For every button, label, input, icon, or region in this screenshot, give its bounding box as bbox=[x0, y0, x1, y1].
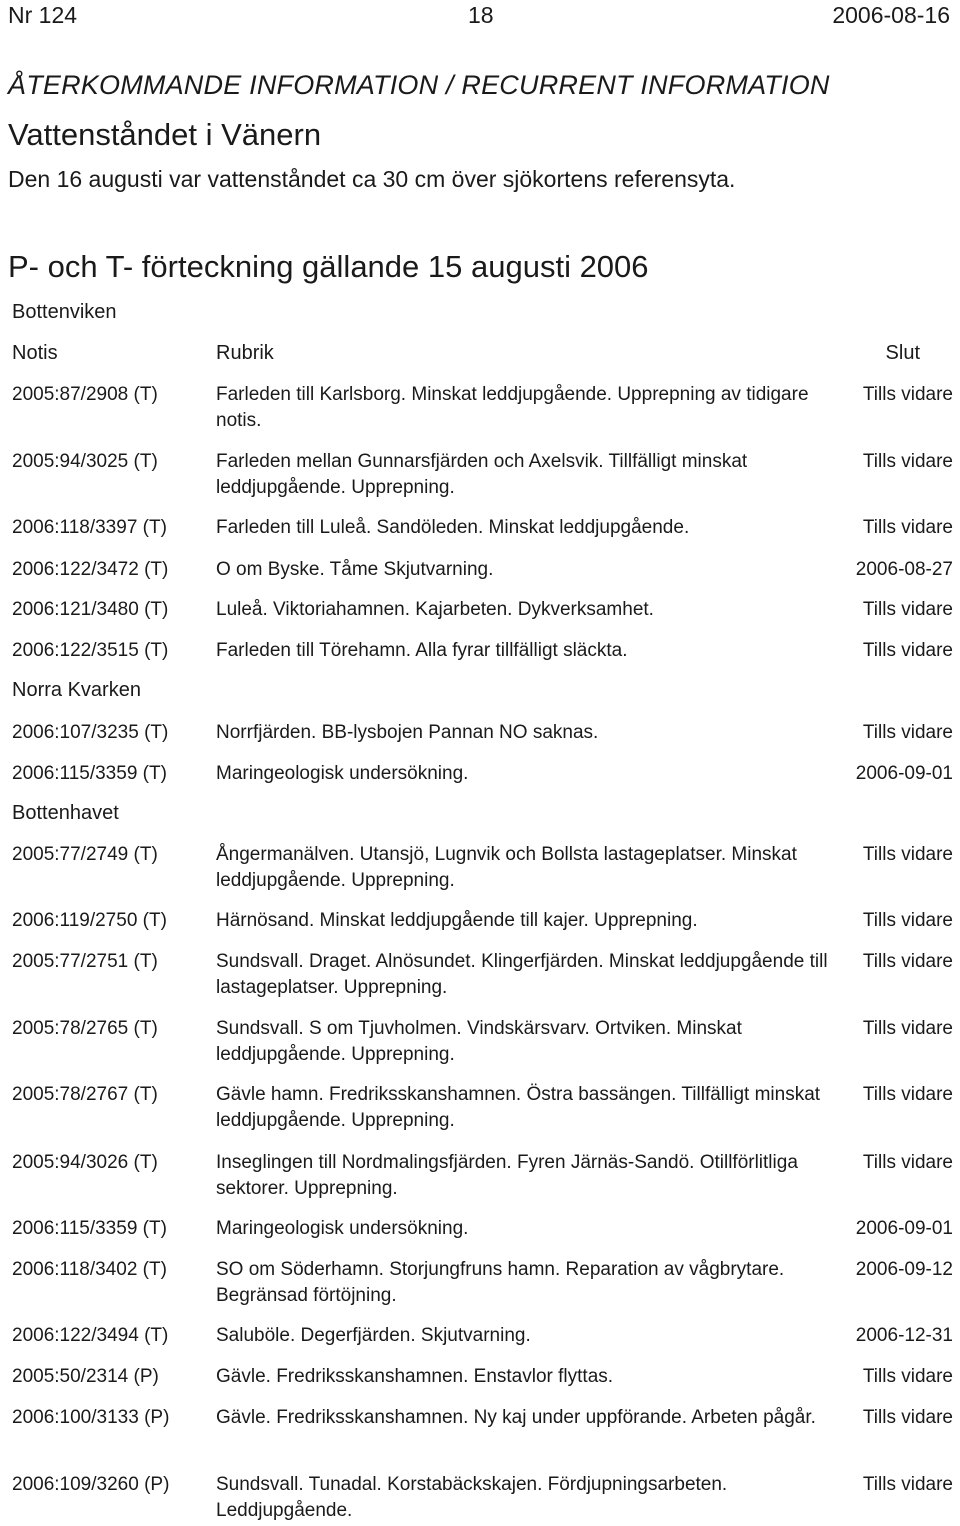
rubrik-text: Sundsvall. Tunadal. Korstabäckskajen. Fördjupningsarbeten. Leddjupgående. bbox=[216, 1474, 728, 1521]
slut-date: Tills vidare bbox=[862, 722, 953, 743]
notis-number: 2005:78/2765 (T) bbox=[12, 1018, 158, 1039]
rubrik-text: Farleden till Karlsborg. Minskat leddjupgående. Upprepning av tidigare notis. bbox=[216, 384, 809, 431]
notis-number: 2005:87/2908 (T) bbox=[12, 384, 158, 405]
rubrik-text: Farleden mellan Gunnarsfjärden och Axelsvik. Tillfälligt minskat leddjupgående. Upprepning. bbox=[216, 451, 748, 498]
slut-date: Tills vidare bbox=[862, 517, 953, 538]
page-number: 18 bbox=[468, 2, 494, 28]
slut-date: 2006-12-31 bbox=[855, 1325, 953, 1346]
rubrik-text: Sundsvall. Draget. Alnösundet. Klingerfjärden. Minskat leddjupgående till lastageplatser. Upprepning. bbox=[216, 951, 828, 998]
slut-date: Tills vidare bbox=[862, 910, 953, 931]
rubrik-text: Maringeologisk undersökning. bbox=[216, 1218, 469, 1239]
slut-date: Tills vidare bbox=[862, 640, 953, 661]
rubrik-text: Sundsvall. S om Tjuvholmen. Vindskärsvarv. Ortviken. Minskat leddjupgående. Upprepning. bbox=[216, 1018, 742, 1065]
issue-number: Nr 124 bbox=[8, 2, 78, 28]
slut-date: 2006-09-01 bbox=[855, 763, 953, 784]
section-heading: Bottenviken bbox=[12, 301, 117, 323]
rubrik-text: SO om Söderhamn. Storjungfruns hamn. Reparation av vågbrytare. Begränsad förtöjning. bbox=[216, 1259, 785, 1306]
rubrik-text: Ångermanälven. Utansjö, Lugnvik och Bollsta lastageplatser. Minskat leddjupgående. Upprepning. bbox=[216, 844, 797, 891]
rubrik-text: Farleden till Törehamn. Alla fyrar tillfälligt släckta. bbox=[216, 640, 628, 661]
notis-number: 2006:100/3133 (P) bbox=[12, 1407, 170, 1428]
section-heading: Bottenhavet bbox=[12, 802, 119, 824]
slut-date: 2006-09-12 bbox=[855, 1259, 953, 1280]
notis-number: 2006:119/2750 (T) bbox=[12, 910, 167, 931]
slut-date: Tills vidare bbox=[862, 1366, 953, 1387]
column-header-notis: Notis bbox=[12, 342, 58, 364]
notis-number: 2006:118/3402 (T) bbox=[12, 1259, 167, 1280]
column-header-slut: Slut bbox=[885, 342, 920, 364]
rubrik-text: Saluböle. Degerfjärden. Skjutvarning. bbox=[216, 1325, 531, 1346]
rubrik-text: Farleden till Luleå. Sandöleden. Minskat leddjupgående. bbox=[216, 517, 690, 538]
rubrik-text: O om Byske. Tåme Skjutvarning. bbox=[216, 559, 494, 580]
section-heading: Norra Kvarken bbox=[12, 679, 141, 701]
notis-number: 2006:122/3515 (T) bbox=[12, 640, 169, 661]
notis-number: 2006:122/3472 (T) bbox=[12, 559, 169, 580]
column-header-rubrik: Rubrik bbox=[216, 342, 274, 364]
rubrik-text: Luleå. Viktoriahamnen. Kajarbeten. Dykverksamhet. bbox=[216, 599, 654, 620]
notis-number: 2005:50/2314 (P) bbox=[12, 1366, 159, 1387]
notis-number: 2005:94/3026 (T) bbox=[12, 1152, 158, 1173]
notis-number: 2006:121/3480 (T) bbox=[12, 599, 169, 620]
slut-date: Tills vidare bbox=[862, 1084, 953, 1105]
slut-date: 2006-09-01 bbox=[855, 1218, 953, 1239]
rubrik-text: Gävle hamn. Fredriksskanshamnen. Östra bassängen. Tillfälligt minskat leddjupgående. Upprepning. bbox=[216, 1084, 821, 1131]
rubrik-text: Gävle. Fredriksskanshamnen. Ny kaj under uppförande. Arbeten pågår. bbox=[216, 1407, 816, 1428]
rubrik-text: Härnösand. Minskat leddjupgående till kajer. Upprepning. bbox=[216, 910, 698, 931]
issue-date: 2006-08-16 bbox=[832, 2, 950, 28]
notis-number: 2006:107/3235 (T) bbox=[12, 722, 169, 743]
notis-number: 2006:122/3494 (T) bbox=[12, 1325, 169, 1346]
slut-date: Tills vidare bbox=[862, 1018, 953, 1039]
slut-date: Tills vidare bbox=[862, 599, 953, 620]
rubrik-text: Norrfjärden. BB-lysbojen Pannan NO saknas. bbox=[216, 722, 599, 743]
lake-title: Vattenståndet i Vänern bbox=[8, 117, 322, 152]
page-header bbox=[0, 0, 960, 40]
list-title: P- och T- förteckning gällande 15 augusti 2006 bbox=[8, 249, 649, 284]
slut-date: Tills vidare bbox=[862, 844, 953, 865]
slut-date: 2006-08-27 bbox=[855, 559, 953, 580]
slut-date: Tills vidare bbox=[862, 1407, 953, 1428]
notis-number: 2006:109/3260 (P) bbox=[12, 1474, 170, 1495]
rubrik-text: Gävle. Fredriksskanshamnen. Enstavlor flyttas. bbox=[216, 1366, 614, 1387]
notis-number: 2006:115/3359 (T) bbox=[12, 763, 167, 784]
notis-number: 2005:77/2749 (T) bbox=[12, 844, 158, 865]
rubrik-text: Maringeologisk undersökning. bbox=[216, 763, 469, 784]
rubrik-text: Inseglingen till Nordmalingsfjärden. Fyren Järnäs-Sandö. Otillförlitliga sektorer. Upprepning. bbox=[216, 1152, 798, 1199]
recurrent-heading: ÅTERKOMMANDE INFORMATION / RECURRENT INFORMATION bbox=[8, 70, 830, 100]
notis-number: 2005:77/2751 (T) bbox=[12, 951, 158, 972]
lake-text: Den 16 augusti var vattenståndet ca 30 cm över sjökortens referensyta. bbox=[8, 166, 736, 192]
slut-date: Tills vidare bbox=[862, 384, 953, 405]
notis-number: 2006:118/3397 (T) bbox=[12, 517, 167, 538]
slut-date: Tills vidare bbox=[862, 1474, 953, 1495]
slut-date: Tills vidare bbox=[862, 451, 953, 472]
notis-number: 2006:115/3359 (T) bbox=[12, 1218, 167, 1239]
slut-date: Tills vidare bbox=[862, 951, 953, 972]
notis-number: 2005:78/2767 (T) bbox=[12, 1084, 158, 1105]
slut-date: Tills vidare bbox=[862, 1152, 953, 1173]
notis-number: 2005:94/3025 (T) bbox=[12, 451, 158, 472]
